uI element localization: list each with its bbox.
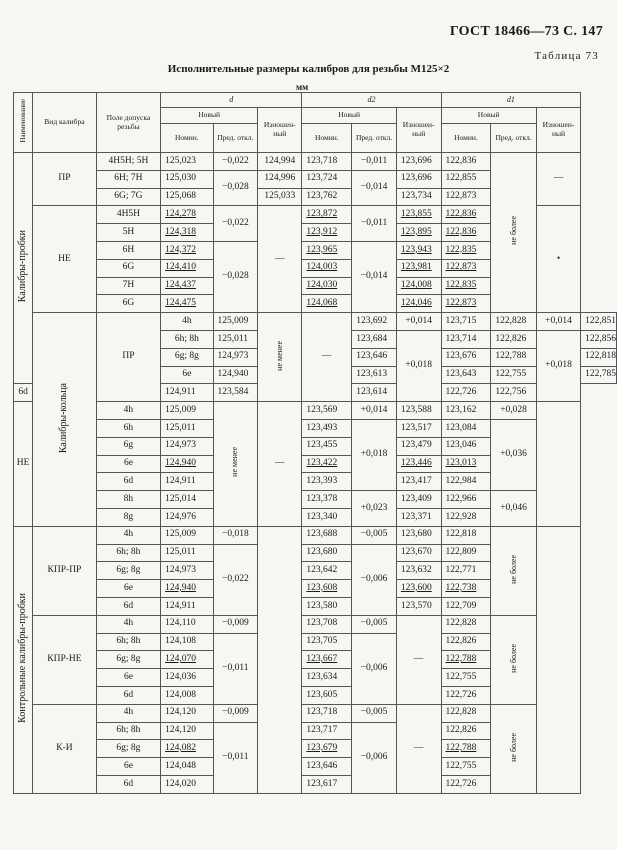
- tolerance-field: 6h: [96, 419, 160, 437]
- table-row: [14, 526, 617, 544]
- d1-deviation-text: не более: [508, 643, 518, 673]
- d-nominal: 124,020: [161, 775, 213, 793]
- calibre-type: НЕ: [14, 402, 33, 527]
- d1-nominal: 122,709: [441, 597, 491, 615]
- d-deviation-note: [213, 402, 258, 527]
- d2-deviation: −0,005: [352, 526, 397, 544]
- d1-nominal: 122,771: [441, 562, 491, 580]
- d1-worn: •: [536, 206, 580, 313]
- d2-deviation: +0,014: [396, 313, 441, 331]
- d2-nominal: 123,912: [302, 224, 352, 242]
- d1-nominal: 122,809: [441, 544, 491, 562]
- tolerance-field: 6h; 8h: [161, 330, 213, 348]
- d1-deviation-text: не более: [508, 216, 518, 246]
- d-worn: —: [258, 206, 302, 313]
- tolerance-field: 6e: [96, 669, 160, 687]
- d-deviation: −0,022: [213, 206, 258, 242]
- calibre-type: НЕ: [33, 206, 97, 313]
- d1-nominal: 122,755: [441, 758, 491, 776]
- d1-worn: 122,818: [581, 348, 617, 366]
- d2-nominal: 123,872: [302, 206, 352, 224]
- tolerance-field: 6g; 8g: [96, 740, 160, 758]
- tolerance-field: 6G; 7G: [96, 188, 160, 206]
- d1-deviation: [491, 704, 537, 793]
- d1-worn: 122,785: [581, 366, 617, 384]
- d2-nominal: 123,580: [302, 597, 352, 615]
- d1-nominal: 122,828: [491, 313, 537, 331]
- d2-pred-header: Пред. откл.: [352, 124, 397, 153]
- d-pred-header: Пред. откл.: [213, 124, 258, 153]
- d1-nominal: 122,788: [441, 651, 491, 669]
- d1-nominal: 123,084: [441, 419, 491, 437]
- d1-nominal: 122,928: [441, 508, 491, 526]
- d1-nominal: 122,828: [441, 704, 491, 722]
- d1-nominal: 122,826: [491, 330, 537, 348]
- table-row: [14, 491, 617, 509]
- d-izn-header: Изношен-ный: [258, 108, 302, 153]
- standard-number: ГОСТ 18466—73 С. 147: [449, 24, 603, 39]
- d1-nominal: 122,836: [441, 153, 491, 171]
- d1-nominal: 122,726: [441, 384, 491, 402]
- d-nominal: 124,120: [161, 722, 213, 740]
- calibre-type: ПР: [96, 313, 160, 402]
- tolerance-field: 6G: [96, 259, 160, 277]
- d-nominal: 124,278: [161, 206, 213, 224]
- d2-deviation: +0,018: [396, 330, 441, 401]
- d1-worn: [536, 402, 580, 527]
- d2-worn: 123,676: [441, 348, 491, 366]
- group-label: [14, 526, 33, 793]
- d2-worn: 123,670: [396, 544, 441, 562]
- d1-deviation: +0,014: [536, 313, 580, 331]
- d1-nominal: 122,984: [441, 473, 491, 491]
- col-d-header: d: [161, 93, 302, 108]
- d1-nomin-header: Номин.: [441, 124, 491, 153]
- d2-worn: 123,696: [396, 170, 441, 188]
- d1-pred-header: Пред. откл.: [491, 124, 537, 153]
- d2-nominal: 123,718: [302, 153, 352, 171]
- calibre-type: К-И: [33, 704, 97, 793]
- d2-izn-header: Изношен-ный: [396, 108, 441, 153]
- d-nominal: 124,048: [161, 758, 213, 776]
- d-nominal: 125,009: [213, 313, 258, 331]
- d2-deviation: +0,018: [352, 419, 397, 490]
- d1-worn: [536, 526, 580, 793]
- d2-nominal: 123,378: [302, 491, 352, 509]
- d-nominal: 124,475: [161, 295, 213, 313]
- d-nominal: 124,911: [161, 384, 213, 402]
- d2-deviation: −0,014: [352, 170, 397, 206]
- d-nominal: 124,008: [161, 686, 213, 704]
- calibre-type: КПР-ПР: [33, 526, 97, 615]
- d-nominal: 125,068: [161, 188, 213, 206]
- d-nominal: 125,014: [161, 491, 213, 509]
- d-worn: 125,033: [258, 188, 302, 206]
- d2-nominal: 123,717: [302, 722, 352, 740]
- tolerance-field: 6H; 7H: [96, 170, 160, 188]
- d2-deviation: −0,006: [352, 544, 397, 615]
- d2-nominal: 123,762: [302, 188, 352, 206]
- d-nominal: 125,030: [161, 170, 213, 188]
- d2-deviation: −0,011: [352, 206, 397, 242]
- d-nominal: 125,023: [161, 153, 213, 171]
- col-vid-header: Вид калибра: [33, 93, 97, 153]
- group-label-text: Калибры-пробки: [17, 230, 29, 303]
- d2-worn: 124,008: [396, 277, 441, 295]
- d-deviation: −0,011: [213, 633, 258, 704]
- d-nominal: 125,011: [161, 419, 213, 437]
- d2-worn: 123,588: [396, 402, 441, 420]
- d2-nominal: 123,584: [213, 384, 258, 402]
- d2-worn: 123,981: [396, 259, 441, 277]
- d1-deviation: +0,046: [491, 491, 537, 527]
- d2-nominal: 123,718: [302, 704, 352, 722]
- d-nominal: 124,940: [161, 455, 213, 473]
- d-nominal: 124,372: [161, 241, 213, 259]
- calibre-type: ПР: [33, 153, 97, 206]
- d-deviation: −0,022: [213, 544, 258, 615]
- col-pole-header: Поле допуска резьбы: [96, 93, 160, 153]
- d-nominal: 124,911: [161, 473, 213, 491]
- d1-nominal: 122,873: [441, 295, 491, 313]
- tolerance-field: 4h: [96, 615, 160, 633]
- d2-deviation: −0,014: [352, 241, 397, 312]
- table-row: [14, 313, 617, 331]
- d-nominal: 125,011: [161, 544, 213, 562]
- d2-worn: 123,417: [396, 473, 441, 491]
- col-d1-header: d1: [441, 93, 581, 108]
- d2-nominal: 123,708: [302, 615, 352, 633]
- d1-deviation: [491, 153, 537, 313]
- d-nominal: 124,940: [213, 366, 258, 384]
- tolerance-field: 6G: [96, 295, 160, 313]
- d2-worn: 123,517: [396, 419, 441, 437]
- table-row: [14, 402, 617, 420]
- d2-deviation: −0,005: [352, 704, 397, 722]
- tolerance-field: 6g: [96, 437, 160, 455]
- d1-worn: 122,851: [581, 313, 617, 331]
- d1-nominal: 122,788: [491, 348, 537, 366]
- d-nominal: 124,973: [161, 437, 213, 455]
- d1-worn: 122,756: [491, 384, 537, 402]
- d1-deviation: +0,028: [491, 402, 537, 420]
- group-label: [33, 313, 97, 527]
- d2-worn: —: [396, 615, 441, 704]
- tolerance-field: 6H: [96, 241, 160, 259]
- tolerance-field: 6d: [96, 597, 160, 615]
- d2-deviation: −0,005: [352, 615, 397, 633]
- d1-nominal: 122,826: [441, 633, 491, 651]
- d1-nominal: 122,755: [491, 366, 537, 384]
- d1-nominal: 122,873: [441, 259, 491, 277]
- d2-worn: 123,614: [352, 384, 397, 402]
- d2-worn: 123,600: [396, 580, 441, 598]
- table-row: [14, 153, 617, 171]
- tolerance-field: 4h: [96, 704, 160, 722]
- d1-nominal: 122,835: [441, 241, 491, 259]
- d1-deviation: [491, 526, 537, 615]
- d2-nominal: 123,422: [302, 455, 352, 473]
- d2-nominal: 123,705: [302, 633, 352, 651]
- d-nominal: 125,009: [161, 402, 213, 420]
- d-worn: [258, 526, 302, 793]
- d2-nominal: 123,493: [302, 419, 352, 437]
- tolerance-field: 4h: [96, 402, 160, 420]
- d-deviation: −0,009: [213, 615, 258, 633]
- col-d2-header: d2: [302, 93, 441, 108]
- d2-worn: 124,046: [396, 295, 441, 313]
- d-deviation: −0,028: [213, 170, 258, 206]
- d2-worn: 123,446: [396, 455, 441, 473]
- d-nominal: 125,011: [213, 330, 258, 348]
- d2-nominal: 123,605: [302, 686, 352, 704]
- group-label-text: Контрольные калибры-пробки: [17, 593, 29, 723]
- d2-nominal: 124,068: [302, 295, 352, 313]
- d1-nominal: 122,836: [441, 224, 491, 242]
- d2-nominal: 123,679: [302, 740, 352, 758]
- d2-worn: 123,479: [396, 437, 441, 455]
- d-nominal: 124,120: [161, 704, 213, 722]
- d-nominal: 124,110: [161, 615, 213, 633]
- calibre-dimensions-table: [13, 92, 617, 794]
- d-deviation: −0,009: [213, 704, 258, 722]
- d2-worn: 123,715: [441, 313, 491, 331]
- d1-nominal: 122,835: [441, 277, 491, 295]
- d-nominal: 124,108: [161, 633, 213, 651]
- d2-nominal: 123,965: [302, 241, 352, 259]
- d1-nominal: 123,162: [441, 402, 491, 420]
- d2-nominal: 124,003: [302, 259, 352, 277]
- d1-nominal: 122,726: [441, 686, 491, 704]
- d1-worn: 122,856: [581, 330, 617, 348]
- table-number: Таблица 73: [534, 50, 599, 62]
- group-label-text: Калибры-кольца: [58, 382, 70, 453]
- d-worn: 124,994: [258, 153, 302, 171]
- tolerance-field: 6h; 8h: [96, 633, 160, 651]
- d1-nominal: 122,818: [441, 526, 491, 544]
- tolerance-field: 6d: [96, 473, 160, 491]
- d-deviation: −0,028: [213, 241, 258, 312]
- d1-nominal: 122,788: [441, 740, 491, 758]
- col-naim-header: Наименование: [14, 93, 33, 153]
- d1-deviation-text: не более: [508, 732, 518, 762]
- tolerance-field: 4H5H: [96, 206, 160, 224]
- d2-worn: 123,680: [396, 526, 441, 544]
- tolerance-field: 8g: [96, 508, 160, 526]
- d2-nominal: 123,646: [352, 348, 397, 366]
- d-deviation: −0,011: [213, 722, 258, 793]
- d2-nominal: 123,393: [302, 473, 352, 491]
- table-row: [14, 419, 617, 437]
- d2-nominal: 123,684: [352, 330, 397, 348]
- d1-nominal: 123,046: [441, 437, 491, 455]
- tolerance-field: 4H5H; 5H: [96, 153, 160, 171]
- d2-nominal: 123,634: [302, 669, 352, 687]
- d2-nominal: 123,455: [302, 437, 352, 455]
- tolerance-field: 8h: [96, 491, 160, 509]
- d-nominal: 124,976: [161, 508, 213, 526]
- tolerance-field: 6e: [96, 455, 160, 473]
- d2-nominal: 123,667: [302, 651, 352, 669]
- d1-nominal: 122,826: [441, 722, 491, 740]
- group-label: [14, 153, 33, 384]
- d1-worn: —: [536, 153, 580, 206]
- d2-deviation: −0,006: [352, 722, 397, 793]
- tolerance-field: 5H: [96, 224, 160, 242]
- d2-nominal: 123,613: [352, 366, 397, 384]
- d2-nomin-header: Номин.: [302, 124, 352, 153]
- d1-nominal: 122,726: [441, 775, 491, 793]
- d2-nominal: 123,724: [302, 170, 352, 188]
- d-deviation-note: [258, 313, 302, 402]
- d2-worn: 123,632: [396, 562, 441, 580]
- d2-nominal: 123,688: [302, 526, 352, 544]
- d2-deviation: −0,011: [352, 153, 397, 171]
- d2-worn: 123,895: [396, 224, 441, 242]
- tolerance-field: 6d: [14, 384, 33, 402]
- d2-worn: 123,570: [396, 597, 441, 615]
- d-nominal: 124,410: [161, 259, 213, 277]
- tolerance-field: 6g; 8g: [96, 562, 160, 580]
- d2-worn: 123,643: [441, 366, 491, 384]
- tolerance-field: 6e: [96, 758, 160, 776]
- d1-deviation: +0,036: [491, 419, 537, 490]
- d1-nominal: 122,738: [441, 580, 491, 598]
- d2-nominal: 123,617: [302, 775, 352, 793]
- d2-nominal: 123,646: [302, 758, 352, 776]
- d1-deviation-text: не более: [508, 554, 518, 584]
- d2-worn: —: [396, 704, 441, 793]
- tolerance-field: 6d: [96, 775, 160, 793]
- tolerance-field: 6e: [161, 366, 213, 384]
- d-deviation-note-text: не менее: [274, 340, 284, 371]
- table-row: [14, 615, 617, 633]
- d2-nominal: 124,030: [302, 277, 352, 295]
- d1-nominal: 122,966: [441, 491, 491, 509]
- d2-nominal: 123,569: [302, 402, 352, 420]
- d2-worn: 123,714: [441, 330, 491, 348]
- d-worn: —: [258, 402, 302, 527]
- d2-deviation: +0,023: [352, 491, 397, 527]
- d1-nominal: 122,755: [441, 669, 491, 687]
- d-nominal: 124,973: [161, 562, 213, 580]
- tolerance-field: 7H: [96, 277, 160, 295]
- d-nominal: 125,009: [161, 526, 213, 544]
- d-nominal: 124,437: [161, 277, 213, 295]
- d2-nominal: 123,340: [302, 508, 352, 526]
- d-deviation-note-text: не менее: [230, 447, 240, 478]
- d2-deviation: +0,014: [352, 402, 397, 420]
- d1-nominal: 122,828: [441, 615, 491, 633]
- d-nominal: 124,973: [213, 348, 258, 366]
- d2-novyi-header: Новый: [302, 108, 396, 124]
- d2-nominal: 123,692: [352, 313, 397, 331]
- d-nomin-header: Номин.: [161, 124, 213, 153]
- d-nominal: 124,318: [161, 224, 213, 242]
- tolerance-field: 6d: [96, 686, 160, 704]
- unit-label: мм: [296, 82, 309, 92]
- table-caption: Исполнительные размеры калибров для резьбы М125×2: [167, 63, 450, 75]
- tolerance-field: 4h: [161, 313, 213, 331]
- d1-nominal: 123,013: [441, 455, 491, 473]
- d1-nominal: 122,855: [441, 170, 491, 188]
- d-worn: 124,996: [258, 170, 302, 188]
- d2-deviation: −0,006: [352, 633, 397, 704]
- tolerance-field: 6e: [96, 580, 160, 598]
- d1-deviation: [491, 615, 537, 704]
- d-nominal: 124,070: [161, 651, 213, 669]
- tolerance-field: 6g; 8g: [96, 651, 160, 669]
- d2-worn: 123,734: [396, 188, 441, 206]
- d1-izn-header: Изношен-ный: [536, 108, 580, 153]
- d2-worn: 123,943: [396, 241, 441, 259]
- d-worn: —: [302, 313, 352, 402]
- tolerance-field: 6g; 8g: [161, 348, 213, 366]
- d-deviation: −0,018: [213, 526, 258, 544]
- tolerance-field: 6h; 8h: [96, 722, 160, 740]
- d-nominal: 124,036: [161, 669, 213, 687]
- d1-novyi-header: Новый: [441, 108, 536, 124]
- tolerance-field: 4h: [96, 526, 160, 544]
- d1-deviation: +0,018: [536, 330, 580, 401]
- header-row-1: [14, 93, 617, 108]
- d1-nominal: 122,836: [441, 206, 491, 224]
- d-nominal: 124,940: [161, 580, 213, 598]
- d1-nominal: 122,873: [441, 188, 491, 206]
- d2-nominal: 123,642: [302, 562, 352, 580]
- d2-worn: 123,855: [396, 206, 441, 224]
- d2-worn: 123,371: [396, 508, 441, 526]
- d-novyi-header: Новый: [161, 108, 258, 124]
- tolerance-field: 6h; 8h: [96, 544, 160, 562]
- d2-nominal: 123,680: [302, 544, 352, 562]
- d-nominal: 124,911: [161, 597, 213, 615]
- d2-worn: 123,696: [396, 153, 441, 171]
- d-nominal: 124,082: [161, 740, 213, 758]
- calibre-type: КПР-НЕ: [33, 615, 97, 704]
- d-deviation: −0,022: [213, 153, 258, 171]
- d2-worn: 123,409: [396, 491, 441, 509]
- table-row: [14, 704, 617, 722]
- d2-nominal: 123,608: [302, 580, 352, 598]
